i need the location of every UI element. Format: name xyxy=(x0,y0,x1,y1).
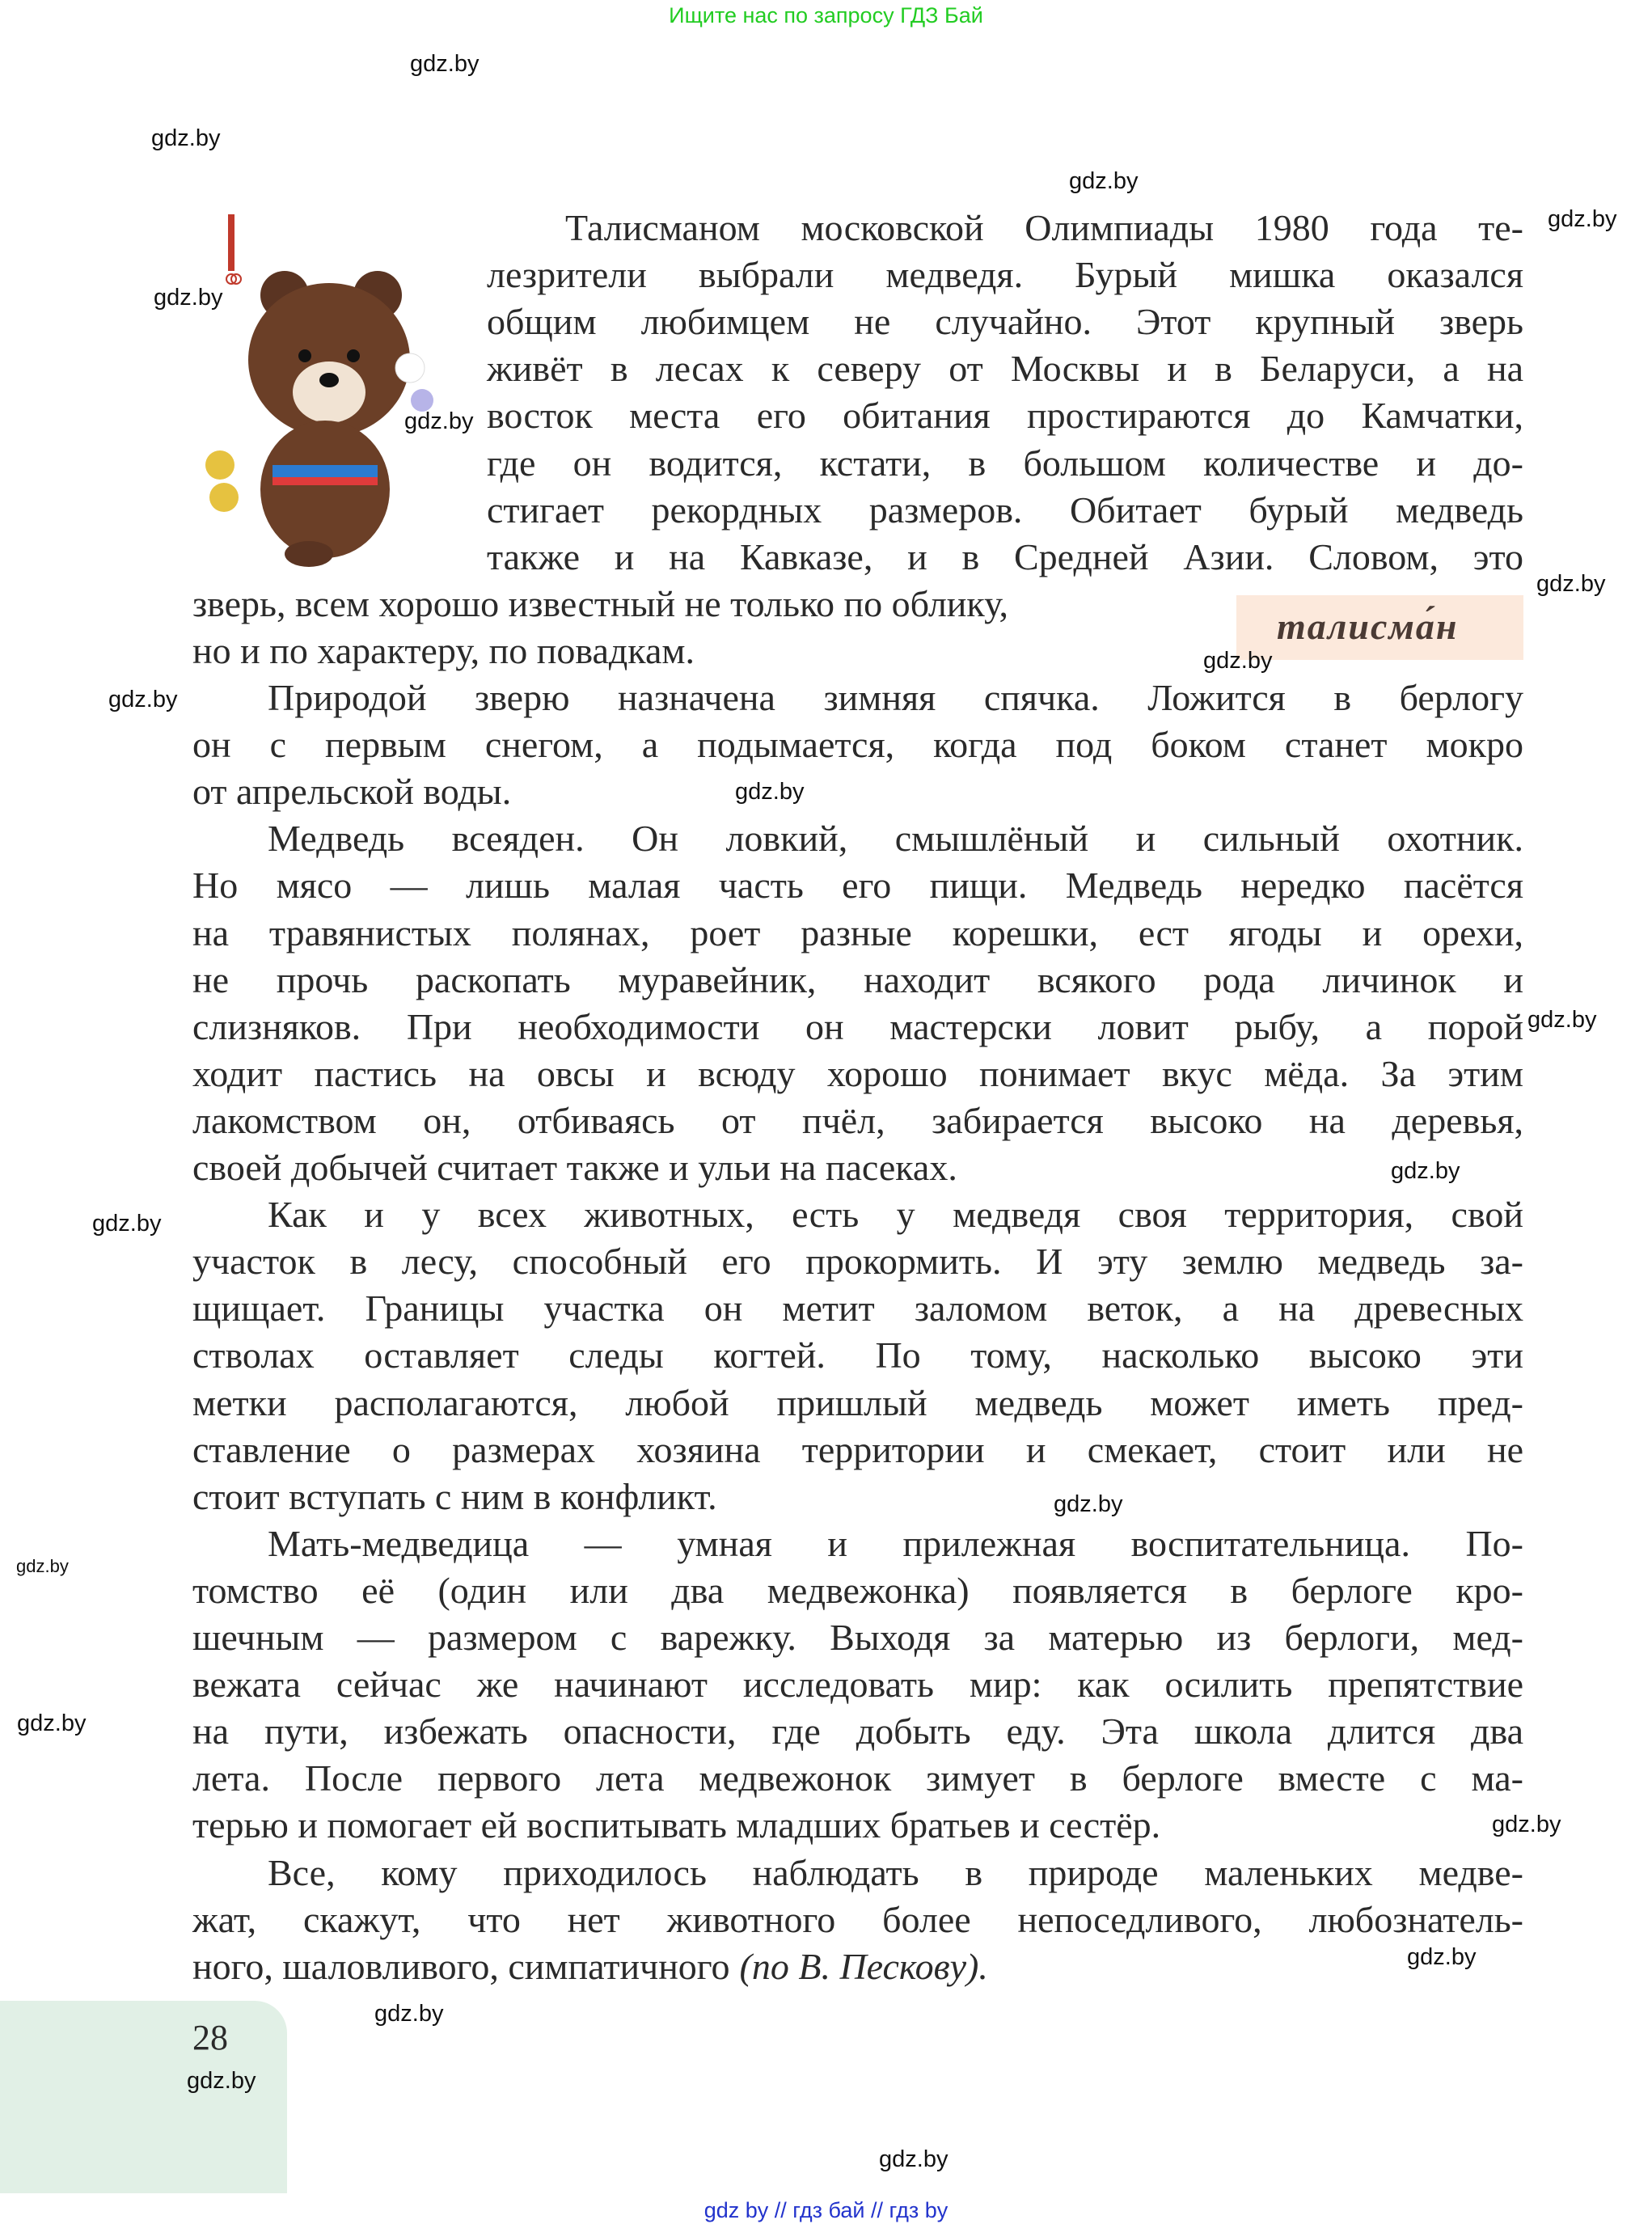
text-line-content: на пути, избежать опасности, где добыть еду. Эта школа длится два xyxy=(192,1710,1523,1753)
text-line xyxy=(565,205,1523,252)
text-line-content: ного, шаловливого, симпатичного xyxy=(192,1945,730,1987)
text-line xyxy=(192,1896,1523,1943)
text-line-content: не прочь раскопать муравейник, находит всякого рода личинок и xyxy=(192,958,1523,1000)
watermark: gdz.by xyxy=(1054,1491,1123,1517)
text-line-content: шечным — размером с варежку. Выходя за матерью из берлоги, мед- xyxy=(192,1617,1523,1658)
text-line xyxy=(192,1708,1523,1755)
text-line-content: стигает рекордных размеров. Обитает бурый медведь xyxy=(487,488,1523,531)
text-line-content: он с первым снегом, а подымается, когда под боком станет мокро xyxy=(192,724,1523,766)
text-line xyxy=(192,1004,1523,1051)
text-line xyxy=(192,1802,1160,1849)
text-line xyxy=(487,534,1523,581)
text-line xyxy=(192,1051,1523,1097)
watermark: gdz.by xyxy=(187,2068,256,2094)
text-line xyxy=(192,768,511,815)
text-line-content: Талисманом московской Олимпиады 1980 года те- xyxy=(565,207,1523,248)
watermark: gdz.by xyxy=(404,408,474,434)
watermark: gdz.by xyxy=(1536,571,1606,597)
text-line-content: вежата сейчас же начинают исследовать мир: как осилить препятствие xyxy=(192,1664,1523,1706)
text-line-content: лета. После первого лета медвежонок зимует в берлоге вместе с ма- xyxy=(192,1757,1523,1799)
text-line-content: метки располагаются, любой пришлый медведь может иметь пред- xyxy=(192,1381,1523,1423)
watermark: gdz.by xyxy=(735,779,805,805)
text-line-content: лезрители выбрали медведя. Бурый мишка оказался xyxy=(487,254,1523,296)
watermark: gdz.by xyxy=(1548,206,1617,232)
text-line xyxy=(487,392,1523,439)
text-line-content: также и на Кавказе, и в Средней Азии. Словом, это xyxy=(487,535,1523,577)
text-line-content: Мать-медведица — умная и прилежная воспитательница. По- xyxy=(268,1522,1523,1564)
text-line xyxy=(192,628,695,674)
text-line xyxy=(192,910,1523,957)
watermark: gdz.by xyxy=(879,2146,949,2172)
watermark: gdz.by xyxy=(1391,1158,1460,1184)
text-line-content: Как и у всех животных, есть у медведя своя территория, свой xyxy=(268,1194,1523,1236)
text-line xyxy=(192,1097,1523,1144)
text-line xyxy=(192,1238,1523,1285)
text-line-content: от апрельской воды. xyxy=(192,771,512,813)
text-line-content: ходит пастись на овсы и всюду хорошо понимает вкус мёда. За этим xyxy=(192,1052,1523,1094)
text-line xyxy=(192,721,1523,768)
text-line-content: живёт в лесах к северу от Москвы и в Беларуси, а на xyxy=(487,348,1523,390)
page-number-tab xyxy=(0,2001,287,2193)
watermark: gdz.by xyxy=(151,125,221,151)
text-line xyxy=(192,957,1523,1004)
watermark: gdz.by xyxy=(1527,1007,1597,1033)
text-line xyxy=(487,440,1523,487)
text-line xyxy=(268,1520,1523,1567)
text-line xyxy=(192,1661,1523,1708)
text-line-content: зверь, всем хорошо известный не только по облику, xyxy=(192,582,1009,624)
text-line xyxy=(487,345,1523,392)
watermark: gdz.by xyxy=(374,2001,444,2027)
text-line-content: но и по характеру, по повадкам. xyxy=(192,629,695,671)
citation: (по В. Пескову). xyxy=(739,1945,988,1987)
text-line-content: лакомством он, отбиваясь от пчёл, забирается высоко на деревья, xyxy=(192,1099,1523,1141)
text-line-content: на травянистых полянах, роет разные корешки, ест ягоды и орехи, xyxy=(192,911,1523,953)
text-line-content: стоит вступать с ним в конфликт. xyxy=(192,1475,717,1517)
watermark: gdz.by xyxy=(108,687,178,712)
text-line xyxy=(192,862,1523,909)
text-line xyxy=(192,1474,717,1520)
watermark: gdz.by xyxy=(1069,168,1139,194)
text-line xyxy=(487,252,1523,298)
page-number: 28 xyxy=(192,2018,228,2057)
text-line xyxy=(192,1567,1523,1614)
text-line-content: Медведь всеяден. Он ловкий, смышлёный и сильный охотник. xyxy=(268,818,1523,860)
watermark: gdz.by xyxy=(92,1211,162,1237)
text-line xyxy=(268,1850,1523,1896)
text-line xyxy=(192,1614,1523,1661)
watermark: gdz.by xyxy=(17,1710,87,1736)
text-line-content: Все, кому приходилось наблюдать в природе маленьких медве- xyxy=(268,1851,1523,1893)
text-line xyxy=(192,1285,1523,1332)
text-line xyxy=(192,581,1008,628)
text-line-content: терью и помогает ей воспитывать младших братьев и сестёр. xyxy=(192,1804,1161,1846)
text-line xyxy=(192,1943,988,1990)
olympic-bear-mascot-illustration xyxy=(188,198,463,574)
text-line xyxy=(487,298,1523,345)
text-line-content: томство её (один или два медвежонка) появляется в берлоге кро- xyxy=(192,1569,1523,1611)
text-line-content: Природой зверю назначена зимняя спячка. Ложится в берлогу xyxy=(268,677,1523,718)
text-line-content: общим любимцем не случайно. Этот крупный зверь xyxy=(487,301,1523,343)
text-line xyxy=(192,1427,1523,1474)
text-line-content: участок в лесу, способный его прокормить. И эту землю медведь за- xyxy=(192,1241,1523,1283)
watermark: gdz.by xyxy=(154,285,223,311)
text-line xyxy=(487,487,1523,534)
vocabulary-box xyxy=(1236,595,1523,660)
text-line xyxy=(192,1380,1523,1427)
text-line-content: стволах оставляет следы когтей. По тому, насколько высоко эти xyxy=(192,1334,1523,1376)
watermark: gdz.by xyxy=(1203,648,1273,674)
text-line-content: своей добычей считает также и ульи на пасеках. xyxy=(192,1147,957,1188)
text-line-content: щищает. Границы участка он метит заломом веток, а на древесных xyxy=(192,1287,1523,1330)
vocabulary-word: талисма́н xyxy=(1277,606,1459,647)
text-line-content: жат, скажут, что нет животного более непоседливого, любознатель- xyxy=(192,1898,1523,1940)
text-line xyxy=(192,1144,957,1191)
text-line xyxy=(192,1332,1523,1379)
text-line-content: где он водится, кстати, в большом количестве и до- xyxy=(487,442,1523,484)
watermark: gdz.by xyxy=(16,1556,69,1576)
text-line xyxy=(268,815,1523,862)
search-banner[interactable]: Ищите нас по запросу ГДЗ Бай xyxy=(669,3,983,27)
watermark: gdz.by xyxy=(410,51,480,77)
text-line-content: Но мясо — лишь малая часть его пищи. Медведь нередко пасётся xyxy=(192,865,1523,907)
watermark: gdz.by xyxy=(1407,1944,1477,1970)
text-line xyxy=(268,674,1523,721)
text-line-content: восток места его обитания простираются до Камчатки, xyxy=(487,395,1523,437)
text-line-content: ставление о размерах хозяина территории и смекает, стоит или не xyxy=(192,1428,1523,1470)
text-line xyxy=(192,1755,1523,1802)
text-line xyxy=(268,1191,1523,1238)
text-line-content: слизняков. При необходимости он мастерски ловит рыбу, а порой xyxy=(192,1005,1523,1047)
watermark: gdz.by xyxy=(1492,1812,1561,1837)
footer-links[interactable]: gdz by // гдз бай // гдз by xyxy=(703,2198,949,2222)
